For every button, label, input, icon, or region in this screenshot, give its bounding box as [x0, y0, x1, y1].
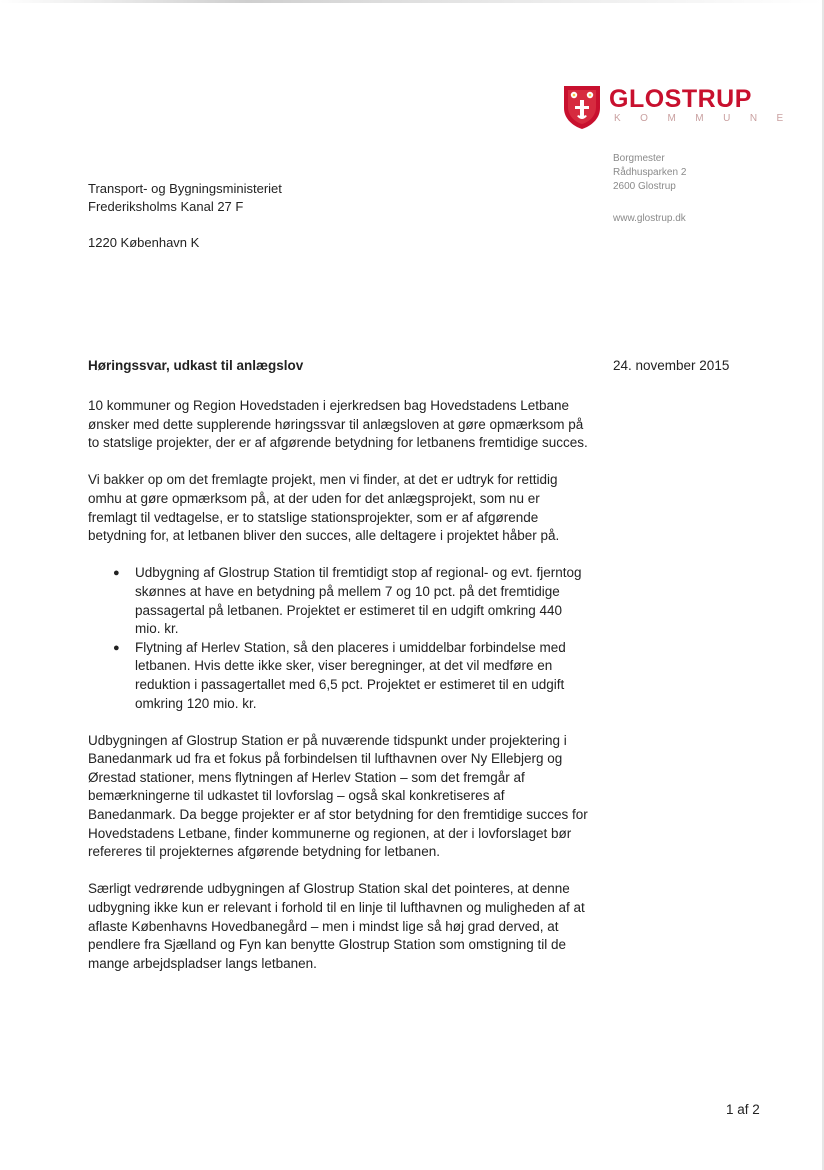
- paragraph: Særligt vedrørende udbygningen af Glostrup Station skal det pointeres, at denne udbygning ikke kun er relevant i forhold til en linje til lufthavnen og muligheden af at aflaste Københavns Hovedbanegård – men i mindst lige så høj grad derved, at pendlere fra Sjælland og Fyn kan benytte Glostrup Station som omstigning til de mange arbejdspladser langs letbanen.: [88, 881, 585, 971]
- coat-of-arms-icon: [562, 84, 602, 130]
- recipient-line-1: Transport- og Bygningsministeriet: [88, 181, 282, 196]
- list-item-text: Udbygning af Glostrup Station til fremtidigt stop af regional- og evt. fjerntog skønnes at have en betydning på mellem 7 og 10 pct. på det fremtidige passagertal på letbanen. Projektet er estimeret til en udgift omkring 440 mio. kr.: [135, 565, 582, 637]
- letter-subject: Høringssvar, udkast til anlægslov: [88, 358, 304, 373]
- recipient-address: [88, 180, 282, 252]
- sender-title: Borgmester: [613, 153, 665, 164]
- list-item-text: Flytning af Herlev Station, så den placeres i umiddelbar forbindelse med letbanen. Hvis dette ikke sker, viser beregninger, at det vil medføre en reduktion i passagertallet med 6,5 pct. Projektet er estimeret til en udgift omkring 120 mio. kr.: [135, 639, 566, 711]
- bullet-icon: ●: [113, 567, 120, 580]
- bullet-icon: ●: [113, 641, 120, 654]
- paragraph: Udbygningen af Glostrup Station er på nuværende tidspunkt under projektering i Banedanmark ud fra et fokus på forbindelsen til lufthavnen over Ny Ellebjerg og Ørestad stationer, mens flytningen af Herlev Station – som det fremgår af bemærkningerne til udkastet til lovforslag – også skal konkretiseres af Banedanmark. Da begge projekter er af stor betydning for den fremtidige succes for Hovedstadens Letbane, finder kommunerne og regionen, at der i lovforslaget bør refereres til projekternes afgørende betydning for letbanen.: [88, 732, 588, 860]
- paragraph: Vi bakker op om det fremlagte projekt, men vi finder, at det er udtryk for rettidig omhu at gøre opmærksom på, at der uden for det anlægsprojekt, som nu er fremlagt til vedtagelse, er to statslige stationsprojekter, som er af afgørende betydning for, at letbanen bliver den succes, alle deltagere i projektet håber på.: [88, 472, 560, 544]
- letter-body: [88, 397, 588, 992]
- list-item: [113, 639, 588, 713]
- bullet-list: [88, 564, 588, 713]
- recipient-line-2: Frederiksholms Kanal 27 F: [88, 199, 244, 214]
- scan-edge: [0, 0, 824, 3]
- sender-address: [613, 152, 686, 226]
- logo-subtitle: KOMMUNE: [614, 113, 803, 124]
- sender-city: 2600 Glostrup: [613, 181, 676, 192]
- list-item: [113, 564, 588, 638]
- sender-website-link[interactable]: www.glostrup.dk: [613, 213, 686, 224]
- logo-wordmark: GLOSTRUP: [609, 85, 752, 113]
- recipient-city: 1220 København K: [88, 235, 200, 250]
- glostrup-logo: [562, 84, 803, 134]
- sender-street: Rådhusparken 2: [613, 167, 687, 178]
- page-number: 1 af 2: [726, 1102, 760, 1117]
- paragraph: 10 kommuner og Region Hovedstaden i ejerkredsen bag Hovedstadens Letbane ønsker med dette supplerende høringssvar til anlægsloven at gøre opmærksom på to statslige projekter, der er af afgørende betydning for letbanens fremtidige succes.: [88, 398, 588, 451]
- letter-date: 24. november 2015: [613, 358, 730, 373]
